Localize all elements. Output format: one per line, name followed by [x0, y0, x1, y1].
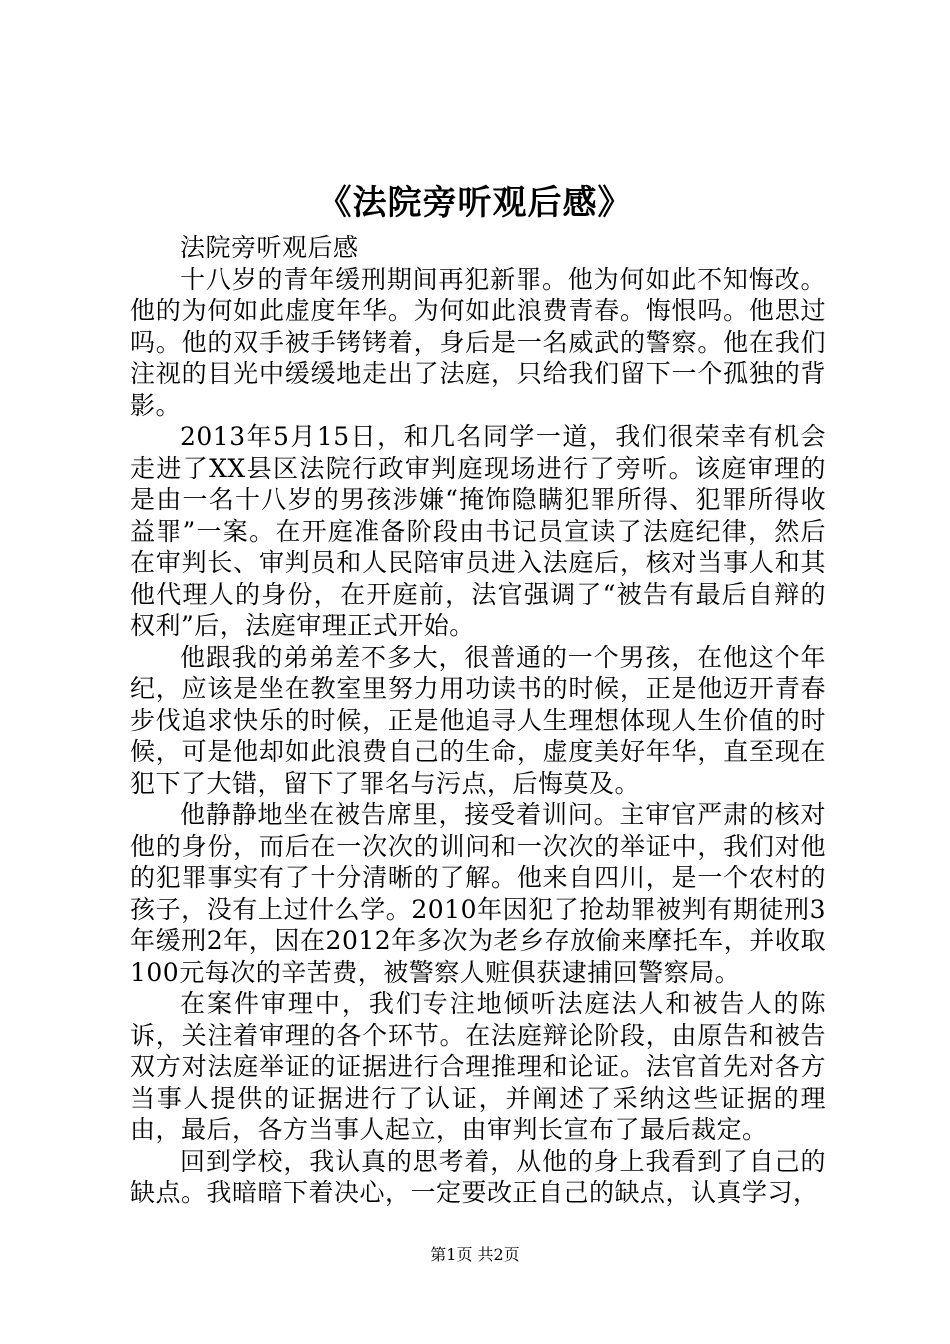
- paragraph-trial-process: 在案件审理中，我们专注地倾听法庭法人和被告人的陈诉，关注着审理的各个环节。在法庭辩论阶段，由原告和被告双方对法庭举证的证据进行合理推理和论证。法官首先对各方当事人提供的证据进行了认证，并阐述了采纳这些证据的理由，最后，各方当事人起立，由审判长宣布了最后裁定。: [130, 989, 826, 1144]
- paragraph-intro: 十八岁的青年缓刑期间再犯新罪。他为何如此不知悔改。他的为何如此虚度年华。为何如此浪费青春。悔恨吗。他思过吗。他的双手被手铐铐着，身后是一名威武的警察。他在我们注视的目光中缓缓地走出了法庭，只给我们留下一个孤独的背影。: [130, 264, 826, 420]
- paragraph-subtitle: 法院旁听观后感: [180, 233, 359, 262]
- document-title: 《法院旁听观后感》: [317, 183, 633, 223]
- paragraph-defendant-details: 他静静地坐在被告席里，接受着训问。主审官严肃的核对他的身份，而后在一次次的训问和一次次的举证中，我们对他的犯罪事实有了十分清晰的了解。他来自四川，是一个农村的孩子，没有上过什么学。2010年因犯了抢劫罪被判有期徒刑3年缓刑2年，因在2012年多次为老乡存放偷来摩托车，并收取100元每次的辛苦费，被警察人赃俱获逮捕回警察局。: [130, 800, 826, 987]
- document-body: [130, 232, 826, 1209]
- page-footer: 第1页 共2页: [430, 1245, 520, 1264]
- paragraph-reflection-age: 他跟我的弟弟差不多大，很普通的一个男孩，在他这个年纪，应该是坐在教室里努力用功读书的时候，正是他迈开青春步伐追求快乐的时候，正是他追寻人生理想体现人生价值的时候，可是他却如此浪费自己的生命，虚度美好年华，直至现在犯下了大错，留下了罪名与污点，后悔莫及。: [130, 642, 826, 798]
- paragraph-court-visit: 2013年5月15日，和几名同学一道，我们很荣幸有机会走进了XX县区法院行政审判庭现场进行了旁听。该庭审理的是由一名十八岁的男孩涉嫌“掩饰隐瞒犯罪所得、犯罪所得收益罪”一案。在开庭准备阶段由书记员宣读了法庭纪律，然后在审判长、审判员和人民陪审员进入法庭后，核对当事人和其他代理人的身份，在开庭前，法官强调了“被告有最后自辩的权利”后，法庭审理正式开始。: [130, 422, 826, 640]
- paragraph-back-to-school: 回到学校，我认真的思考着，从他的身上我看到了自己的缺点。我暗暗下着决心，一定要改正自己的缺点，认真学习，: [130, 1146, 826, 1207]
